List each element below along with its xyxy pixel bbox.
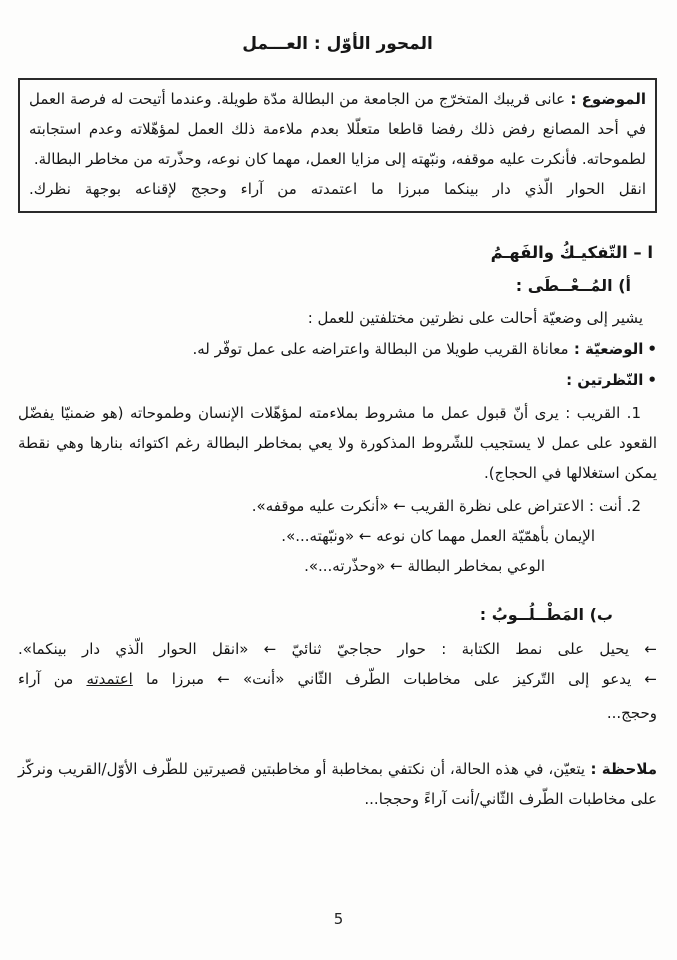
part-b-heading: ب) المَطْــلُــوبُ : — [479, 605, 613, 624]
subject-label: الموضوع : — [565, 90, 646, 108]
subject-box — [18, 78, 657, 213]
item-label: القريب : — [558, 404, 621, 422]
view-item-relative — [18, 398, 657, 488]
item-label: أنت : — [584, 497, 622, 515]
item-number: 2. — [621, 497, 641, 515]
situation-bullet — [18, 334, 657, 364]
required-line-2-underlined: اعتمدته — [86, 670, 133, 688]
situation-text: معاناة القريب طويلا من البطالة واعتراضه على عمل توفّر له. — [192, 340, 569, 358]
part-a-heading: أ) المُــعْــطَى : — [515, 276, 631, 295]
subject-instruction: انقل الحوار الّذي دار بينكما مبرزا ما اعتمدته من آراء وحجج لإقناعه بوجهة نظرك. — [29, 180, 646, 198]
subject-body: عانى قريبك المتخرّج من الجامعة من البطالة مدّة طويلة. وعندما أتيحت له فرصة العمل في أحد المصانع رفض ذلك رفضا قاطعا متعلّلا بعدم ملاءمة ذلك العمل لمؤهّلاته وعدم استجابته لطموحاته. فأنكرت عليه موقفه، ونبّهته إلى مزايا العمل، مهما كان نوعه، وحذّرته من مخاطر البطالة. — [29, 90, 646, 168]
section-heading-deconstruction: ا – التّفكيـكُ والفَهـمُ — [490, 243, 653, 262]
view-item-you — [18, 491, 657, 521]
item-text: يرى أنّ قبول عمل ما مشروط بملاءمته لمؤهّلات الإنسان وطموحاته (هو ضمنيّا يفضّل القعود على عمل لا يستجيب للشّروط المذكورة ولا يعي بمخاطر البطالة رغم اكتوائه بنارها وهي نقطة يمكن استغلالها في الحجاج). — [18, 404, 657, 482]
required-line-2-prefix: ← يدعو إلى التّركيز على مخاطبات الطّرف الثّاني «أنت» ← مبرزا ما — [132, 670, 657, 688]
situation-label: الوضعيّة : — [568, 340, 644, 358]
bullet-icon: • — [647, 371, 657, 389]
page-title: المحور الأوّل : العـــمل — [242, 34, 433, 54]
required-line-3: وحجج... — [606, 704, 657, 722]
views-bullet — [18, 365, 657, 395]
required-line-1: ← يحيل على نمط الكتابة : حوار حجاجيّ ثنائيّ ← «انقل الحوار الّذي دار بينكما». — [18, 640, 657, 658]
note-label: ملاحظة : — [585, 760, 657, 778]
views-label: النّظرتين : — [566, 371, 644, 389]
note-text: يتعيّن، في هذه الحالة، أن نكتفي بمخاطبة أو مخاطبتين قصيرتين للطّرف الأوّل/القريب ونركّز على مخاطبات الطّرف الثّاني/أنت آراءً وحججا... — [18, 760, 657, 808]
note-paragraph — [18, 754, 657, 814]
subject-paragraph — [29, 84, 646, 174]
item-number: 1. — [620, 404, 641, 422]
page-number: 5 — [333, 910, 344, 928]
awareness-line: الوعي بمخاطر البطالة ← «وحذّرته...». — [304, 557, 545, 575]
bullet-icon: • — [647, 340, 657, 358]
item-text: الاعتراض على نظرة القريب ← «أنكرت عليه موقفه». — [251, 497, 585, 515]
required-line-2-suffix: من آراء — [18, 670, 87, 688]
given-intro: يشير إلى وضعيّة أحالت على نظرتين مختلفتين للعمل : — [307, 309, 643, 327]
belief-line: الإيمان بأهمّيّة العمل مهما كان نوعه ← «ونبّهته...». — [281, 527, 595, 545]
required-line-2 — [18, 664, 657, 694]
